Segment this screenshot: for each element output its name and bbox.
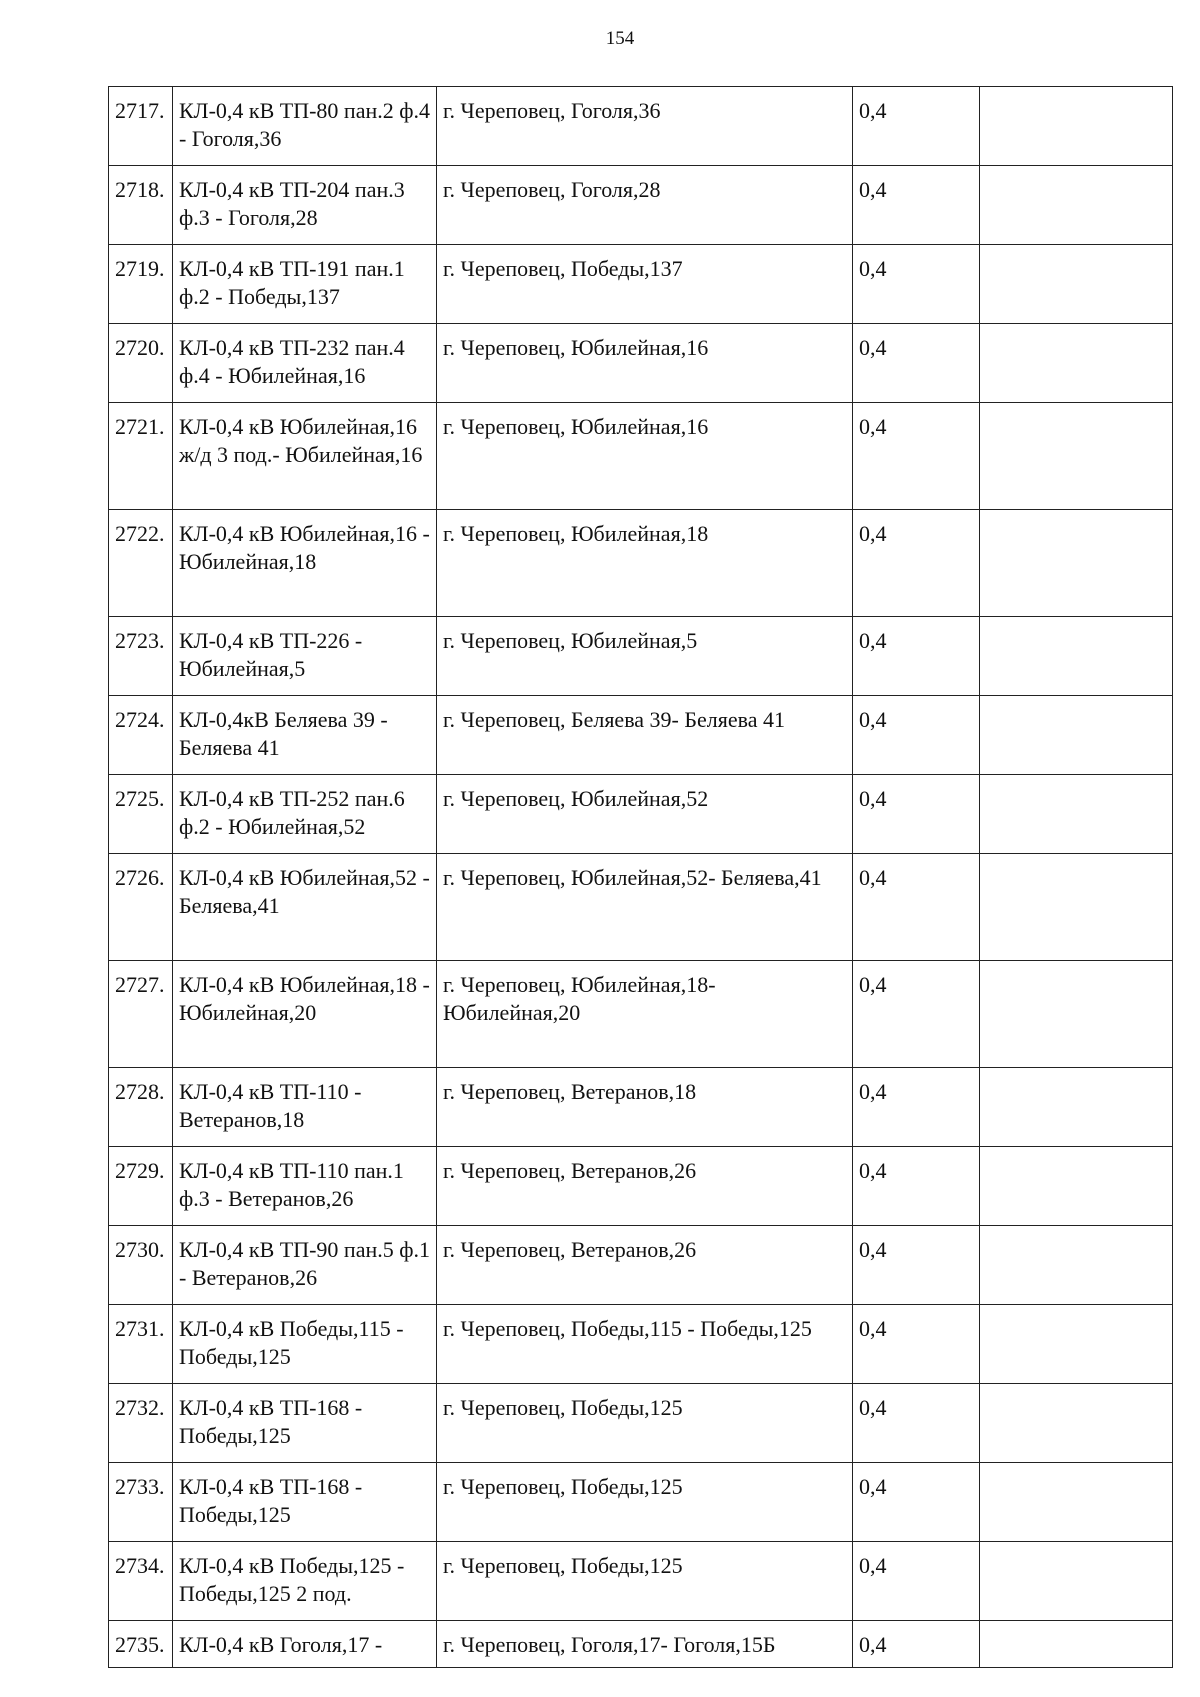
line-address: г. Череповец, Победы,137 [437,245,853,324]
table-row [109,961,1173,1068]
line-voltage: 0,4 [853,1463,980,1542]
empty-cell [980,1621,1173,1668]
row-number: 2719. [109,245,173,324]
table-row [109,324,1173,403]
line-name: КЛ-0,4 кВ ТП-226 - Юбилейная,5 [173,617,437,696]
row-number: 2729. [109,1147,173,1226]
line-name: КЛ-0,4 кВ ТП-80 пан.2 ф.4 - Гоголя,36 [173,87,437,166]
row-number: 2726. [109,854,173,961]
line-voltage: 0,4 [853,1305,980,1384]
line-name: КЛ-0,4 кВ ТП-168 - Победы,125 [173,1384,437,1463]
row-number: 2733. [109,1463,173,1542]
line-address: г. Череповец, Гоголя,17- Гоголя,15Б [437,1621,853,1668]
table-row [109,696,1173,775]
line-name: КЛ-0,4 кВ Победы,125 - Победы,125 2 под. [173,1542,437,1621]
line-address: г. Череповец, Гоголя,28 [437,166,853,245]
line-name: КЛ-0,4 кВ ТП-110 - Ветеранов,18 [173,1068,437,1147]
row-number: 2728. [109,1068,173,1147]
row-number: 2725. [109,775,173,854]
line-address: г. Череповец, Юбилейная,18 [437,510,853,617]
table-row [109,617,1173,696]
line-name: КЛ-0,4 кВ Победы,115 - Победы,125 [173,1305,437,1384]
line-name: КЛ-0,4 кВ ТП-252 пан.6 ф.2 - Юбилейная,52 [173,775,437,854]
line-voltage: 0,4 [853,854,980,961]
line-voltage: 0,4 [853,87,980,166]
line-voltage: 0,4 [853,961,980,1068]
line-voltage: 0,4 [853,1621,980,1668]
line-voltage: 0,4 [853,775,980,854]
line-address: г. Череповец, Гоголя,36 [437,87,853,166]
empty-cell [980,1305,1173,1384]
line-address: г. Череповец, Победы,125 [437,1384,853,1463]
row-number: 2734. [109,1542,173,1621]
empty-cell [980,403,1173,510]
table-row [109,1068,1173,1147]
line-address: г. Череповец, Ветеранов,18 [437,1068,853,1147]
row-number: 2731. [109,1305,173,1384]
row-number: 2718. [109,166,173,245]
line-name: КЛ-0,4 кВ ТП-232 пан.4 ф.4 - Юбилейная,16 [173,324,437,403]
line-name: КЛ-0,4 кВ ТП-90 пан.5 ф.1 - Ветеранов,26 [173,1226,437,1305]
line-voltage: 0,4 [853,403,980,510]
empty-cell [980,510,1173,617]
line-voltage: 0,4 [853,1068,980,1147]
line-name: КЛ-0,4 кВ ТП-204 пан.3 ф.3 - Гоголя,28 [173,166,437,245]
line-name: КЛ-0,4 кВ ТП-168 - Победы,125 [173,1463,437,1542]
row-number: 2717. [109,87,173,166]
row-number: 2720. [109,324,173,403]
page-number: 154 [605,28,635,49]
line-name: КЛ-0,4 кВ Юбилейная,16 - Юбилейная,18 [173,510,437,617]
empty-cell [980,1068,1173,1147]
table-row [109,1305,1173,1384]
line-address: г. Череповец, Юбилейная,52- Беляева,41 [437,854,853,961]
line-address: г. Череповец, Юбилейная,5 [437,617,853,696]
empty-cell [980,696,1173,775]
table-row [109,775,1173,854]
row-number: 2735. [109,1621,173,1668]
line-name: КЛ-0,4кВ Беляева 39 - Беляева 41 [173,696,437,775]
line-voltage: 0,4 [853,1384,980,1463]
empty-cell [980,324,1173,403]
row-number: 2724. [109,696,173,775]
line-voltage: 0,4 [853,510,980,617]
line-address: г. Череповец, Юбилейная,52 [437,775,853,854]
row-number: 2730. [109,1226,173,1305]
line-voltage: 0,4 [853,617,980,696]
table-row [109,245,1173,324]
cable-registry-table [108,86,1173,1668]
empty-cell [980,775,1173,854]
line-name: КЛ-0,4 кВ Юбилейная,18 - Юбилейная,20 [173,961,437,1068]
line-name: КЛ-0,4 кВ Гоголя,17 - [173,1621,437,1668]
row-number: 2732. [109,1384,173,1463]
line-address: г. Череповец, Ветеранов,26 [437,1147,853,1226]
empty-cell [980,961,1173,1068]
line-address: г. Череповец, Победы,125 [437,1463,853,1542]
empty-cell [980,1463,1173,1542]
table-row [109,1147,1173,1226]
line-address: г. Череповец, Юбилейная,18- Юбилейная,20 [437,961,853,1068]
row-number: 2721. [109,403,173,510]
line-voltage: 0,4 [853,696,980,775]
empty-cell [980,166,1173,245]
empty-cell [980,245,1173,324]
line-voltage: 0,4 [853,1147,980,1226]
line-address: г. Череповец, Беляева 39- Беляева 41 [437,696,853,775]
empty-cell [980,1384,1173,1463]
table-row [109,166,1173,245]
line-address: г. Череповец, Победы,115 - Победы,125 [437,1305,853,1384]
row-number: 2722. [109,510,173,617]
empty-cell [980,87,1173,166]
table-row [109,510,1173,617]
empty-cell [980,617,1173,696]
line-name: КЛ-0,4 кВ ТП-191 пан.1 ф.2 - Победы,137 [173,245,437,324]
table-row [109,1384,1173,1463]
table-row [109,1463,1173,1542]
line-address: г. Череповец, Победы,125 [437,1542,853,1621]
line-address: г. Череповец, Юбилейная,16 [437,403,853,510]
table-row [109,1542,1173,1621]
row-number: 2723. [109,617,173,696]
line-name: КЛ-0,4 кВ Юбилейная,16 ж/д 3 под.- Юбилейная,16 [173,403,437,510]
empty-cell [980,1147,1173,1226]
empty-cell [980,1226,1173,1305]
table-row [109,403,1173,510]
line-voltage: 0,4 [853,1226,980,1305]
line-voltage: 0,4 [853,324,980,403]
table-row [109,854,1173,961]
table-row [109,1621,1173,1668]
empty-cell [980,854,1173,961]
line-voltage: 0,4 [853,1542,980,1621]
line-voltage: 0,4 [853,166,980,245]
line-voltage: 0,4 [853,245,980,324]
table-row [109,1226,1173,1305]
line-name: КЛ-0,4 кВ ТП-110 пан.1 ф.3 - Ветеранов,26 [173,1147,437,1226]
line-address: г. Череповец, Ветеранов,26 [437,1226,853,1305]
table-row [109,87,1173,166]
line-address: г. Череповец, Юбилейная,16 [437,324,853,403]
empty-cell [980,1542,1173,1621]
row-number: 2727. [109,961,173,1068]
line-name: КЛ-0,4 кВ Юбилейная,52 - Беляева,41 [173,854,437,961]
